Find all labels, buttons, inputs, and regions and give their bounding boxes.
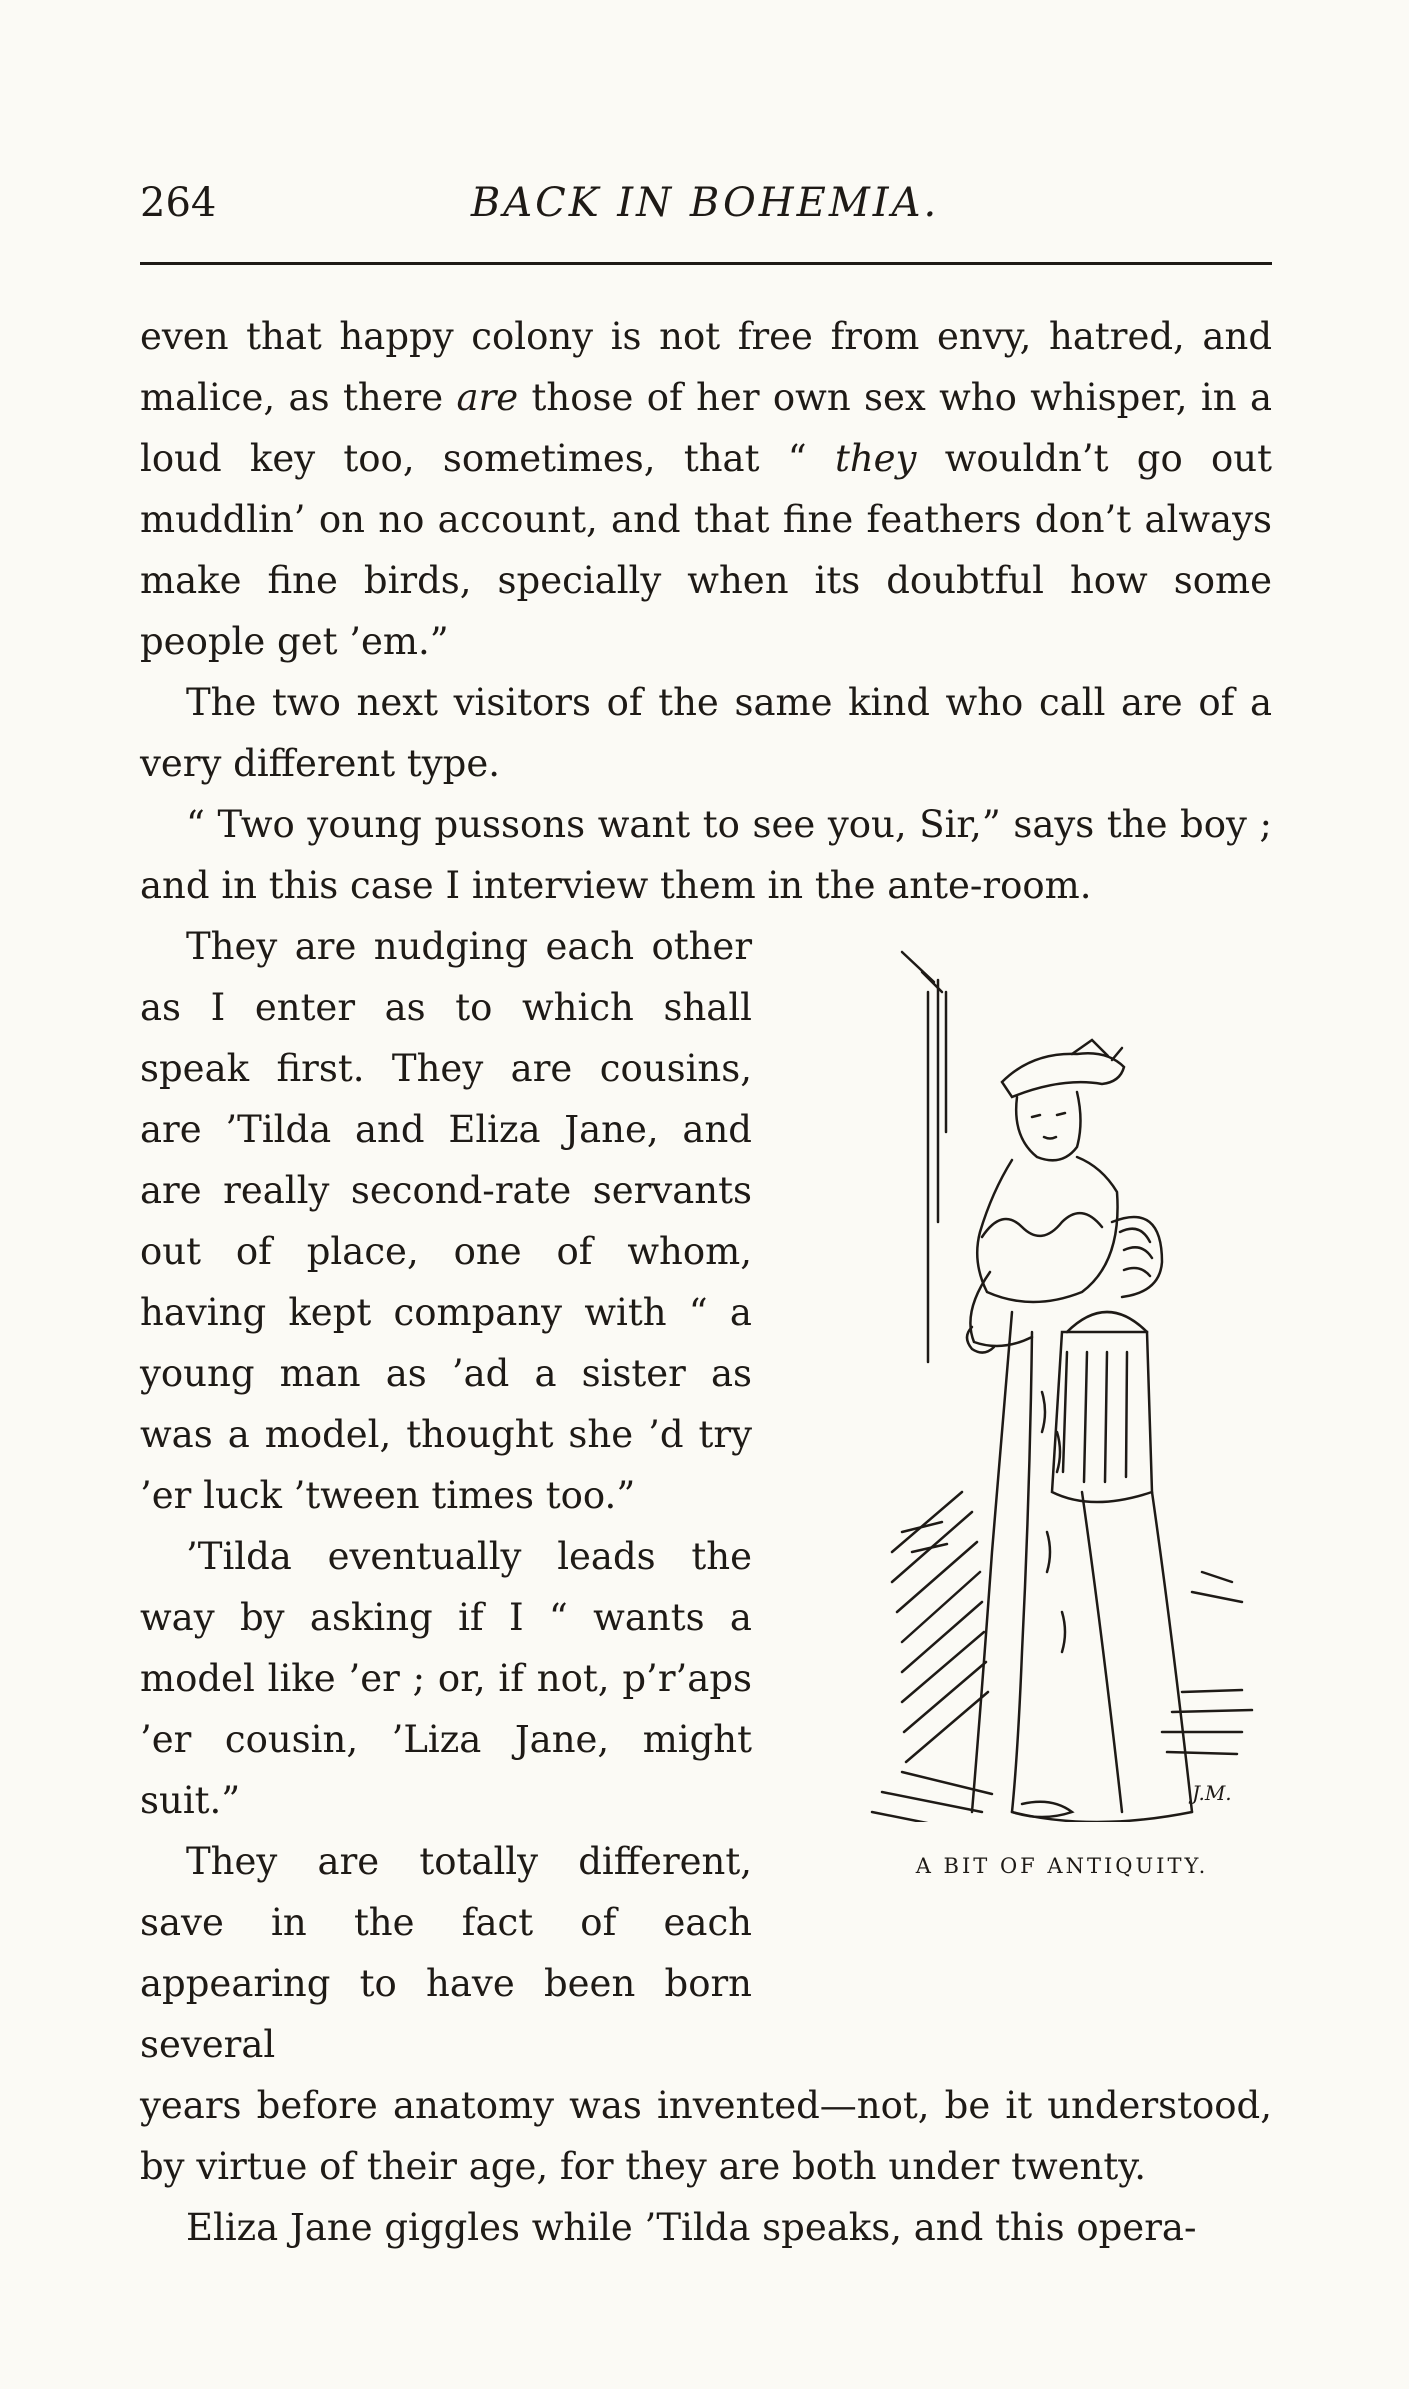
paragraph-1: even that happy colony is not free from envy, hatred, and malice, as there are those of her own sex who whisper, in a loud key too, sometimes, that “ they wouldn’t go out muddlin’ on no account, and that fine feathers don’t always make fine birds, specially when its doubtful how some people get ’em.” bbox=[140, 315, 1273, 663]
illustrator-signature: J.M. bbox=[1192, 1781, 1232, 1805]
running-title: BACK IN BOHEMIA. bbox=[470, 180, 940, 226]
paragraph-7: Eliza Jane giggles while ’Tilda speaks, and this opera- bbox=[186, 2206, 1197, 2249]
body-text bbox=[140, 306, 1272, 2258]
paragraph-3: “ Two young pussons want to see you, Sir,” says the boy ; and in this case I interview them in the ante-room. bbox=[140, 803, 1272, 907]
paragraph-5: ’Tilda eventually leads the way by asking if I “ wants a model like ’er ; or, if not, p’r’aps ’er cousin, ’Liza Jane, might suit.” bbox=[140, 1535, 752, 1822]
illustration bbox=[852, 932, 1272, 2075]
paragraph-4: They are nudging each other as I enter as to which shall speak first. They are cousins, are ’Tilda and Eliza Jane, and are really second-rate servants out of place, one of whom, having kept company with “ a young man as ’ad a sister as was a model, thought she ’d try ’er luck ’tween times too.” bbox=[140, 925, 752, 1517]
narrow-column bbox=[140, 916, 752, 2075]
page-number: 264 bbox=[140, 180, 217, 226]
paragraph-6-continued: years before anatomy was invented—not, be it understood, by virtue of their age, for they are both under twenty. bbox=[140, 2084, 1272, 2188]
paragraph-6-start: They are totally different, save in the fact of each appearing to have been born several bbox=[140, 1840, 752, 2066]
header-rule bbox=[140, 262, 1272, 265]
old-woman-illustration bbox=[862, 932, 1262, 1822]
page-header bbox=[140, 168, 1270, 238]
wrapped-text-block bbox=[140, 916, 1272, 2075]
figure-caption: A BIT OF ANTIQUITY. bbox=[915, 1854, 1209, 1878]
paragraph-2: The two next visitors of the same kind who call are of a very different type. bbox=[140, 681, 1272, 785]
